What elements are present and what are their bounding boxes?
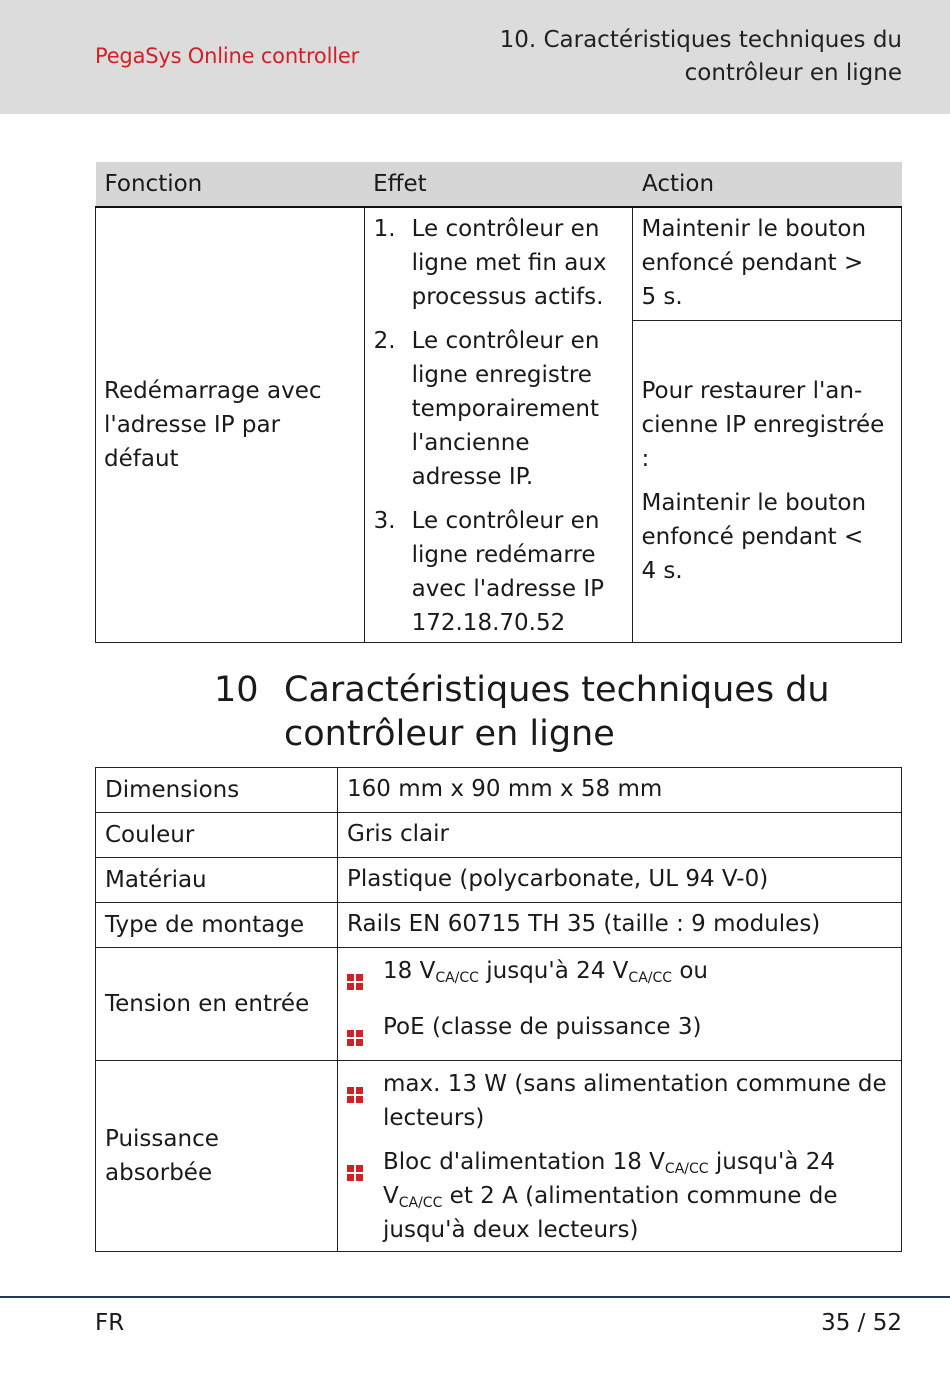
table-row bbox=[96, 813, 902, 858]
list-number: 2. bbox=[373, 328, 396, 354]
table-row bbox=[96, 207, 902, 320]
list-text bbox=[383, 954, 708, 1000]
section-heading bbox=[214, 668, 884, 756]
spec-value: Gris clair bbox=[338, 813, 902, 858]
list-item bbox=[347, 954, 892, 1000]
list-item bbox=[374, 212, 625, 314]
function-cell bbox=[96, 207, 365, 643]
header-effet: Effet bbox=[364, 162, 633, 207]
brand-name: PegaSys Online controller bbox=[95, 44, 360, 68]
function-table bbox=[95, 162, 902, 643]
list-text: Le contrôleur en ligne redémarre avec l'adresse IP 172.18.70.52 bbox=[411, 508, 604, 636]
section-number: 10 bbox=[214, 670, 259, 710]
action-line: 5 s. bbox=[641, 284, 683, 310]
list-item bbox=[347, 1145, 892, 1247]
running-head bbox=[462, 24, 902, 90]
text-part: jusqu'à 24 V bbox=[383, 1149, 835, 1209]
page-number: 35 / 52 bbox=[821, 1310, 902, 1336]
spec-key: Type de montage bbox=[96, 903, 338, 948]
text-part: Bloc d'alimentation 18 V bbox=[383, 1149, 665, 1175]
effect-list bbox=[374, 212, 625, 640]
running-head-line2: contrôleur en ligne bbox=[684, 60, 902, 86]
spec-value bbox=[338, 948, 902, 1061]
spec-key: Puissance absorbée bbox=[96, 1061, 338, 1252]
list-text: Le contrôleur en ligne met fin aux processus actifs. bbox=[411, 216, 607, 310]
page-header bbox=[0, 0, 950, 114]
list-item bbox=[347, 1010, 892, 1056]
spec-key: Matériau bbox=[96, 858, 338, 903]
text-part: ou bbox=[672, 958, 709, 984]
action-line: 4 s. bbox=[641, 558, 683, 585]
spec-key: Dimensions bbox=[96, 768, 338, 813]
effect-cell bbox=[364, 207, 633, 643]
spec-value bbox=[338, 1061, 902, 1252]
function-line: Redémarrage avec bbox=[104, 378, 322, 404]
specs-table bbox=[95, 767, 902, 1252]
list-text: PoE (classe de puissance 3) bbox=[383, 1014, 702, 1040]
bullet-icon bbox=[347, 1067, 383, 1135]
spec-value: Rails EN 60715 TH 35 (taille : 9 modules) bbox=[338, 903, 902, 948]
spec-value: Plastique (polycarbonate, UL 94 V-0) bbox=[338, 858, 902, 903]
action-line: Maintenir le bouton bbox=[641, 490, 867, 517]
running-head-line1: 10. Caractéristiques techniques du bbox=[499, 27, 902, 53]
list-text: max. 13 W (sans alimentation commune de lecteurs) bbox=[383, 1071, 887, 1131]
action-paragraph bbox=[641, 486, 893, 588]
bullet-icon bbox=[347, 954, 383, 1000]
list-text bbox=[383, 1145, 892, 1247]
action-paragraph bbox=[641, 374, 893, 476]
action-line: enfoncé pendant > bbox=[641, 250, 864, 276]
text-part: 18 V bbox=[383, 958, 436, 984]
subscript: CA/CC bbox=[628, 970, 673, 986]
function-table-header bbox=[96, 162, 902, 207]
list-item bbox=[374, 504, 625, 640]
table-row bbox=[96, 903, 902, 948]
text-part: et 2 A (alimentation commune de jusqu'à deux lecteurs) bbox=[383, 1183, 838, 1243]
list-text: Le contrôleur en ligne enregistre temporairement l'ancienne adresse IP. bbox=[411, 328, 600, 490]
bullet-icon bbox=[347, 1145, 383, 1247]
text-part: jusqu'à 24 V bbox=[478, 958, 629, 984]
subscript: CA/CC bbox=[664, 1161, 709, 1177]
list-item bbox=[347, 1067, 892, 1135]
list-item bbox=[374, 324, 625, 494]
spec-key: Couleur bbox=[96, 813, 338, 858]
list-number: 3. bbox=[373, 508, 396, 534]
header-fonction: Fonction bbox=[96, 162, 365, 207]
function-line: l'adresse IP par défaut bbox=[104, 412, 281, 472]
footer-rule bbox=[0, 1296, 950, 1298]
footer-language: FR bbox=[95, 1310, 125, 1336]
table-row bbox=[96, 1061, 902, 1252]
subscript: CA/CC bbox=[398, 1195, 443, 1211]
action-cell-1 bbox=[633, 207, 902, 320]
table-row bbox=[96, 948, 902, 1061]
table-row bbox=[96, 768, 902, 813]
action-cell-2 bbox=[633, 320, 902, 643]
table-row bbox=[96, 858, 902, 903]
list-number: 1. bbox=[373, 216, 396, 242]
section-title: Caractéristiques techniques du contrôleur en ligne bbox=[284, 670, 830, 754]
action-line: enfoncé pendant < bbox=[641, 524, 864, 551]
spec-value: 160 mm x 90 mm x 58 mm bbox=[338, 768, 902, 813]
action-line: Pour restaurer l'an- bbox=[641, 378, 863, 405]
header-action: Action bbox=[633, 162, 902, 207]
action-line: cienne IP enregistrée : bbox=[641, 412, 885, 473]
action-line: Maintenir le bouton bbox=[641, 216, 867, 242]
subscript: CA/CC bbox=[435, 970, 479, 986]
bullet-icon bbox=[347, 1010, 383, 1056]
spec-key: Tension en entrée bbox=[96, 948, 338, 1061]
